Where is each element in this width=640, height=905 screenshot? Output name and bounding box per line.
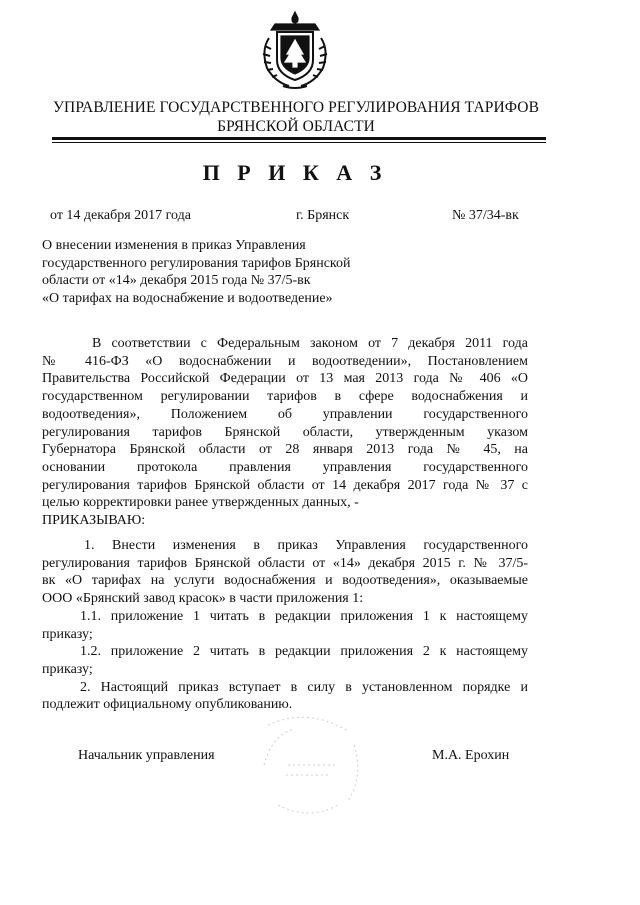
preamble-line: Губернатора Брянской области от 28 января 2013 года № 45, на: [42, 442, 528, 458]
order-number: № 37/34-вк: [452, 208, 519, 223]
preamble-line: регулирования тарифов Брянской области, утвержденным указом: [42, 424, 528, 440]
preamble-line: целью корректировки ранее утвержденных данных, -: [42, 495, 359, 511]
order-word: ПРИКАЗЫВАЮ:: [42, 513, 146, 529]
subject-line: государственного регулирования тарифов Брянской: [42, 255, 351, 271]
subject-line: «О тарифах на водоснабжение и водоотведение»: [42, 290, 333, 306]
item-line: 1.2. приложение 2 читать в редакции приложения 2 к настоящему: [80, 644, 528, 660]
preamble-line: регулирования тарифов Брянской области от 14 декабря 2017 года № 37 с: [42, 477, 528, 493]
item-line: регулирования тарифов Брянской области от «14» декабря 2015 г. № 37/5-: [42, 555, 528, 571]
org-name-line-1: УПРАВЛЕНИЕ ГОСУДАРСТВЕННОГО РЕГУЛИРОВАНИЯ ТАРИФОВ: [52, 99, 540, 116]
order-date: от 14 декабря 2017 года: [50, 208, 191, 223]
order-city: г. Брянск: [296, 208, 350, 223]
item-line: приказу;: [42, 626, 93, 642]
subject-line: области от «14» декабря 2015 года № 37/5-вк: [42, 273, 311, 288]
preamble-line: основании протокола правления управления государственного: [42, 459, 528, 475]
preamble-line: № 416-ФЗ «О водоснабжении и водоотведении», Постановлением: [42, 353, 528, 369]
coat-of-arms-emblem: [257, 8, 333, 92]
preamble-line: водоотведения», Положением об управлении государственного: [42, 406, 528, 422]
header-rule-thick: [52, 137, 546, 140]
preamble-line: Правительства Российской Федерации от 13 мая 2013 года № 406 «О: [42, 371, 528, 387]
org-name-line-2: БРЯНСКОЙ ОБЛАСТИ: [217, 118, 375, 135]
item-line: ООО «Брянский завод красок» в части приложения 1:: [42, 591, 364, 607]
item-line: 1. Внести изменения в приказ Управления государственного: [84, 538, 528, 553]
preamble-line: В соответствии с Федеральным законом от 7 декабря 2011 года: [92, 336, 528, 351]
item-line: приказу;: [42, 661, 93, 677]
item-line: вк «О тарифах на услуги водоснабжения и водоотведения», оказываемые: [42, 573, 528, 589]
preamble-paragraph: [42, 335, 528, 530]
signature-name: М.А. Ерохин: [432, 748, 510, 763]
order-items: [42, 537, 528, 714]
document-title: П Р И К А З: [202, 160, 388, 185]
item-line: 1.1. приложение 1 читать в редакции приложения 1 к настоящему: [80, 608, 528, 624]
subject-line: О внесении изменения в приказ Управления: [42, 238, 306, 253]
header-rule-thin: [52, 142, 546, 143]
preamble-line: государственном регулировании тарифов в сфере водоснабжения и: [42, 389, 528, 405]
faint-stamp-mark: [258, 705, 366, 825]
item-line: 2. Настоящий приказ вступает в силу в установленном порядке и: [80, 679, 528, 695]
signature-position: Начальник управления: [78, 748, 215, 763]
order-subject: [42, 237, 351, 307]
item-line: подлежит официальному опубликованию.: [42, 697, 293, 713]
organization-header: [0, 98, 592, 136]
